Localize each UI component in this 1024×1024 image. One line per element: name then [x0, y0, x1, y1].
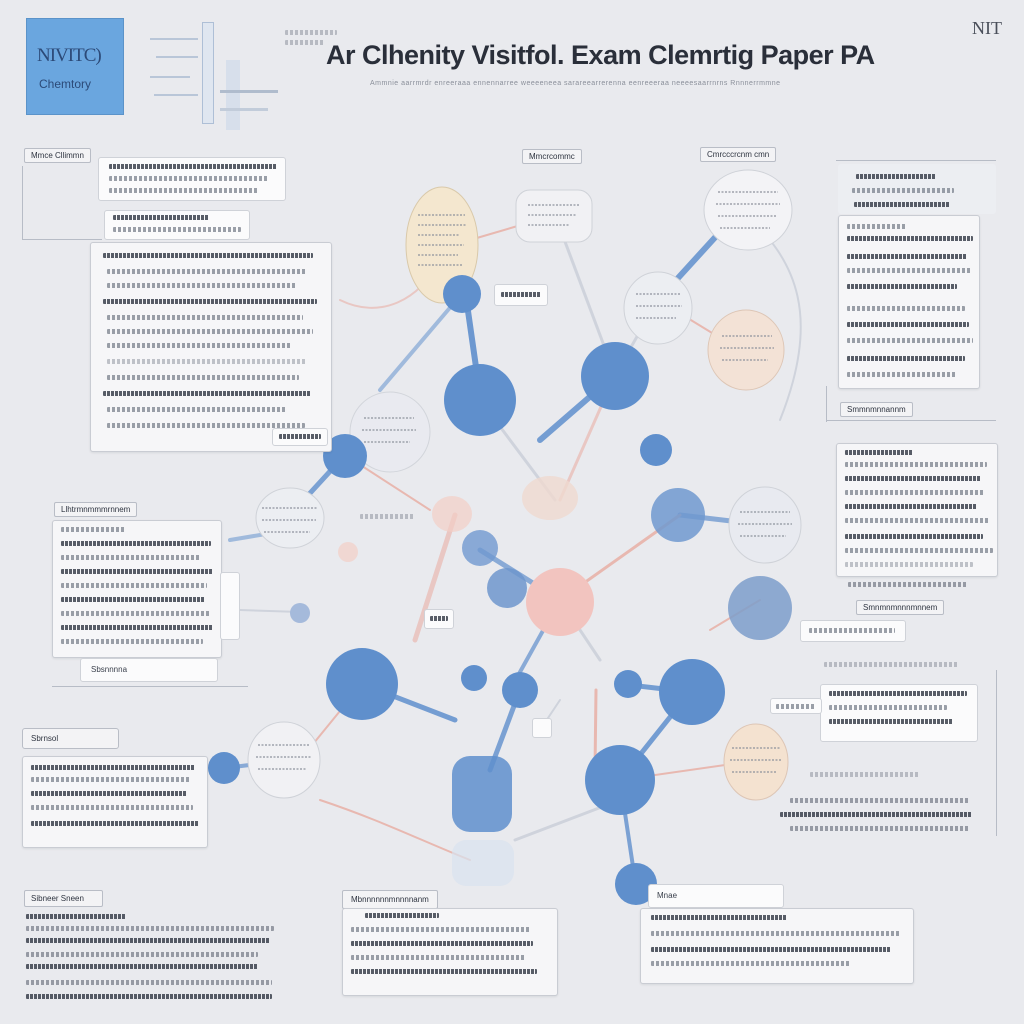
note-node [522, 476, 578, 520]
atom-node [728, 576, 792, 640]
note-node [516, 190, 592, 242]
note-node [704, 170, 792, 250]
atom-node [452, 756, 512, 832]
corner-mark: NIT [972, 18, 1002, 38]
right-info-panel [838, 215, 980, 389]
left-mid-caption: Sbsnnnna [91, 665, 128, 674]
center-top-tag: Mmcrcommc [522, 149, 582, 164]
atom-node [290, 603, 310, 623]
note-node [452, 840, 514, 886]
right-lower-text-5 [790, 826, 970, 831]
bottom-mid-tag: Mbnnnnnnmnnnnanm [342, 890, 438, 909]
atom-node [444, 364, 516, 436]
atom-node [462, 530, 498, 566]
left-mid-rule [52, 686, 248, 687]
bottom-mid-panel [342, 908, 558, 996]
atom-node [640, 434, 672, 466]
atom-node [443, 275, 481, 313]
left-small-box [220, 572, 240, 640]
note-node [624, 272, 692, 344]
right-list-panel [836, 443, 998, 577]
right-mid-tag: Smmnmnnannm [840, 402, 913, 417]
right-lower-notes [820, 684, 978, 742]
right-lower-text-4 [780, 812, 972, 817]
note-node [432, 496, 472, 532]
note-node [248, 722, 320, 798]
logo-title: NIVITC) [37, 45, 101, 66]
left-mid-caption-box [80, 658, 218, 682]
bottom-right-tag-box [648, 884, 784, 908]
left-bracket-bottom [22, 239, 102, 240]
right-lower-tag: Smnmnmnnnmnnem [856, 600, 944, 615]
top-right-tag: Cmrcccrcnm cmn [700, 147, 776, 162]
right-lower-bracket [996, 670, 997, 836]
logo-subtitle: Chemtory [39, 77, 92, 91]
left-lower-panel [22, 756, 208, 848]
atom-node-pink [526, 568, 594, 636]
top-left-notes-2 [104, 210, 250, 240]
right-small-chip [770, 698, 822, 714]
atom-node [326, 648, 398, 720]
atom-node [461, 665, 487, 691]
atom-node [659, 659, 725, 725]
atom-node [651, 488, 705, 542]
right-divider [826, 420, 996, 421]
right-caption-line [848, 582, 968, 587]
top-left-notes [98, 157, 286, 201]
center-small-chip [532, 718, 552, 738]
center-node-label-box [494, 284, 548, 306]
bottom-left-tag: Sibneer Sneen [24, 890, 103, 907]
page-title: Ar Clhenity Visitfol. Exam Clemrtig Paper PA [326, 40, 875, 70]
left-lower-tag: Sbrnsol [22, 728, 119, 749]
atom-node [487, 568, 527, 608]
right-lower-text [824, 662, 958, 667]
top-right-divider [836, 160, 996, 161]
top-left-tag: Mmce Cllimmn [24, 148, 91, 163]
center-node-label [360, 512, 420, 522]
left-mid-header: Llhtrmnmmmrnnem [54, 502, 137, 517]
document-panel [90, 242, 332, 452]
edge [320, 800, 470, 860]
note-node [724, 724, 788, 800]
bottom-right-panel [640, 908, 914, 984]
atom-node [614, 670, 642, 698]
right-bracket [826, 386, 827, 422]
atom-node [502, 672, 538, 708]
left-mid-panel [52, 520, 222, 658]
floating-label-box [424, 609, 454, 629]
left-bracket [22, 166, 23, 240]
right-lower-text-3 [790, 798, 970, 803]
note-node [256, 488, 324, 548]
atom-node [208, 752, 240, 784]
note-node [729, 487, 801, 563]
atom-node-pink [338, 542, 358, 562]
atom-node [581, 342, 649, 410]
right-lower-note [800, 620, 906, 642]
right-lower-text-2 [810, 772, 920, 777]
bottom-right-tag: Mnae [657, 891, 678, 900]
page-subtitle: Ammnie aarrmrdr enreeraaa ennennarree weeeeneea sarareearrerenna eenreeeraa neeeesaarrnrns Rnnnerrmmne [370, 80, 781, 87]
note-node [708, 310, 784, 390]
bottom-left-text [26, 914, 276, 1004]
doc-caption-box [272, 428, 328, 446]
atom-node [585, 745, 655, 815]
top-right-notes [838, 164, 996, 214]
